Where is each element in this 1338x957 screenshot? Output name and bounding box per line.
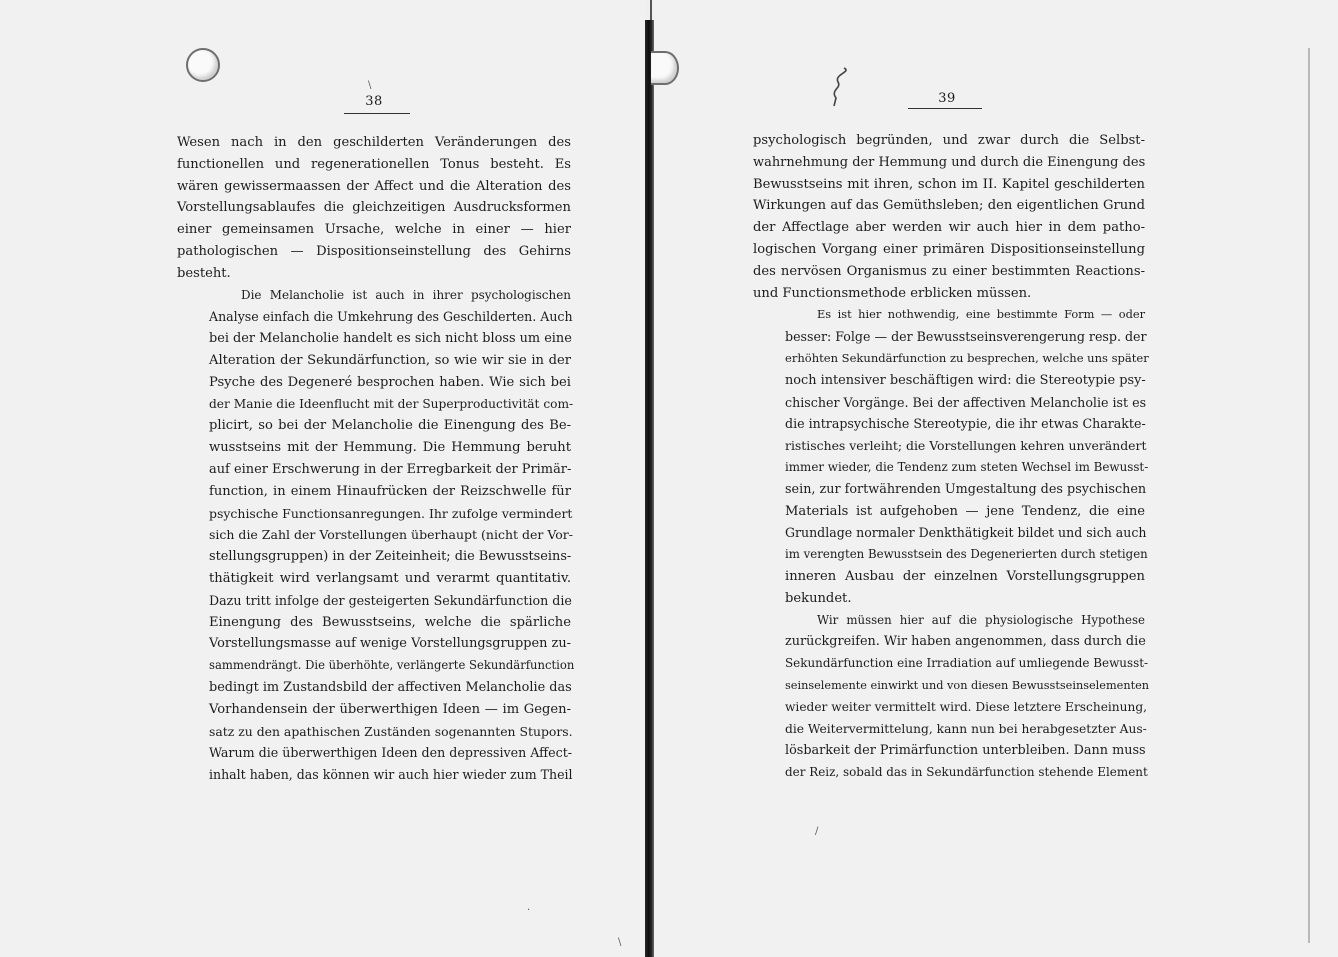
page-number-rule-left bbox=[344, 113, 410, 114]
punch-hole-left bbox=[186, 48, 220, 82]
text-line: Psyche des Degeneré besprochen haben. Wie sich bei bbox=[209, 374, 571, 390]
text-line: Grundlage normaler Denkthätigkeit bildet und sich auch bbox=[785, 525, 1147, 541]
text-line: Die Melancholie ist auch in ihrer psychologischen bbox=[241, 287, 571, 302]
right-page-body bbox=[753, 130, 1150, 784]
text-line: einer gemeinsamen Ursache, welche in einer — hier bbox=[177, 222, 571, 238]
page-number-left: 38 bbox=[365, 94, 383, 109]
text-line: stellungsgruppen) in der Zeiteinheit; die Bewusstseins- bbox=[209, 549, 572, 565]
paragraph bbox=[177, 132, 571, 285]
punch-hole-right bbox=[651, 51, 679, 85]
text-line: seinselemente einwirkt und von diesen Bewusstseinselementen bbox=[785, 678, 1150, 692]
text-line: Alteration der Sekundärfunction, so wie wir sie in der bbox=[209, 352, 571, 368]
text-line: Sekundärfunction eine Irradiation auf umliegende Bewusst- bbox=[785, 656, 1149, 671]
ink-speck: \ bbox=[368, 80, 372, 91]
text-line: bedingt im Zustandsbild der affectiven Melancholie das bbox=[209, 679, 572, 695]
text-line: inhalt haben, das können wir auch hier wieder zum Theil bbox=[209, 767, 573, 783]
text-line: function, in einem Hinaufrücken der Reizschwelle für bbox=[209, 483, 571, 499]
text-line: inneren Ausbau der einzelnen Vorstellungsgruppen bbox=[785, 568, 1145, 584]
text-line: zurückgreifen. Wir haben angenommen, dass durch die bbox=[785, 634, 1146, 650]
text-line: chischer Vorgänge. Bei der affectiven Melancholie ist es bbox=[785, 394, 1147, 410]
page-number-right: 39 bbox=[938, 91, 956, 106]
text-line: pathologischen — Dispositionseinstellung des Gehirns bbox=[177, 243, 571, 259]
text-line: wahrnehmung der Hemmung und durch die Einengung des bbox=[753, 154, 1146, 170]
text-line: Bewusstseins mit ihren, schon im II. Kapitel geschilderten bbox=[753, 176, 1145, 192]
paragraph bbox=[753, 130, 1145, 304]
text-line: die Weitervermittelung, kann nun bei herabgesetzter Aus- bbox=[785, 721, 1147, 736]
text-line: Wesen nach in den geschilderten Veränderungen des bbox=[177, 135, 571, 150]
text-line: thätigkeit wird verlangsamt und verarmt quantitativ. bbox=[209, 570, 571, 586]
text-line: Es ist hier nothwendig, eine bestimmte Form — oder bbox=[817, 307, 1145, 322]
text-line: wieder weiter vermittelt wird. Diese letztere Erscheinung, bbox=[785, 699, 1148, 714]
text-line: Wirkungen auf das Gemüthsleben; den eigentlichen Grund bbox=[753, 198, 1145, 214]
text-line: Vorhandensein der überwerthigen Ideen — im Gegen- bbox=[209, 701, 571, 717]
page-number-rule-right bbox=[908, 108, 982, 109]
text-line: ristisches verleiht; die Vorstellungen kehren unverändert bbox=[785, 438, 1147, 454]
text-line: Wir müssen hier auf die physiologische Hypothese bbox=[817, 612, 1145, 627]
book-gutter bbox=[645, 20, 654, 957]
text-line: wären gewissermaassen der Affect und die Alteration des bbox=[177, 178, 571, 194]
text-line: Warum die überwerthigen Ideen den depressiven Affect- bbox=[209, 745, 573, 761]
text-line: besser: Folge — der Bewusstseinsverengerung resp. der bbox=[785, 329, 1147, 345]
text-line: lösbarkeit der Primärfunction unterbleiben. Dann muss bbox=[785, 743, 1146, 759]
left-page bbox=[0, 0, 645, 957]
paragraph bbox=[753, 610, 1150, 784]
text-line: immer wieder, die Tendenz zum steten Wechsel im Bewusst- bbox=[785, 459, 1149, 474]
text-line: noch intensiver beschäftigen wird: die Stereotypie psy- bbox=[785, 372, 1146, 388]
text-line: Dazu tritt infolge der gesteigerten Sekundärfunction die bbox=[209, 592, 572, 608]
text-line: plicirt, so bei der Melancholie die Einengung des Be- bbox=[209, 418, 571, 434]
left-page-body bbox=[177, 132, 575, 786]
text-line: der Affectlage aber werden wir auch hier in dem patho- bbox=[753, 220, 1145, 236]
text-line: des nervösen Organismus zu einer bestimmten Reactions- bbox=[753, 263, 1145, 279]
text-line: Vorstellungsablaufes die gleichzeitigen Ausdrucksformen bbox=[177, 200, 571, 216]
text-line: sammendrängt. Die überhöhte, verlängerte Sekundärfunction bbox=[209, 658, 575, 673]
text-line: bei der Melancholie handelt es sich nicht bloss um eine bbox=[209, 331, 572, 347]
text-line: satz zu den apathischen Zuständen sogenannten Stupors. bbox=[209, 723, 573, 739]
text-line: im verengten Bewusstsein des Degenerierten durch stetigen bbox=[785, 547, 1148, 562]
ink-speck: / bbox=[815, 826, 819, 837]
pencil-mark bbox=[824, 66, 854, 108]
text-line: sein, zur fortwährenden Umgestaltung des psychischen bbox=[785, 481, 1147, 497]
text-line: psychische Functionsanregungen. Ihr zufolge vermindert bbox=[209, 505, 573, 521]
paragraph bbox=[753, 304, 1149, 609]
ink-speck: · bbox=[527, 905, 531, 916]
text-line: und Functionsmethode erblicken müssen. bbox=[753, 285, 1032, 301]
ink-speck: \ bbox=[618, 937, 622, 948]
text-line: psychologisch begründen, und zwar durch die Selbst- bbox=[753, 133, 1145, 148]
text-line: functionellen und regenerationellen Tonus besteht. Es bbox=[177, 156, 571, 172]
text-line: der Manie die Ideenflucht mit der Superproductivität com- bbox=[209, 396, 574, 411]
text-line: wusstseins mit der Hemmung. Die Hemmung beruht bbox=[209, 440, 571, 456]
text-line: auf einer Erschwerung in der Erregbarkeit der Primär- bbox=[209, 461, 572, 477]
text-line: Analyse einfach die Umkehrung des Geschilderten. Auch bbox=[209, 309, 573, 325]
text-line: sich die Zahl der Vorstellungen überhaupt (nicht der Vor- bbox=[209, 527, 573, 543]
text-line: die intrapsychische Stereotypie, die ihr etwas Charakte- bbox=[785, 416, 1146, 432]
text-line: der Reiz, sobald das in Sekundärfunction stehende Element bbox=[785, 765, 1148, 780]
paragraph bbox=[177, 285, 575, 786]
page-edge-shadow bbox=[1308, 48, 1310, 943]
text-line: logischen Vorgang einer primären Dispositionseinstellung bbox=[753, 241, 1145, 257]
text-line: Einengung des Bewusstseins, welche die spärliche bbox=[209, 614, 571, 630]
text-line: Materials ist aufgehoben — jene Tendenz, die eine bbox=[785, 503, 1145, 519]
text-line: erhöhten Sekundärfunction zu besprechen, welche uns später bbox=[785, 350, 1149, 365]
text-line: besteht. bbox=[177, 265, 231, 281]
text-line: Vorstellungsmasse auf wenige Vorstellungsgruppen zu- bbox=[209, 636, 571, 652]
text-line: bekundet. bbox=[785, 590, 852, 606]
gutter-top-mark bbox=[650, 0, 652, 22]
